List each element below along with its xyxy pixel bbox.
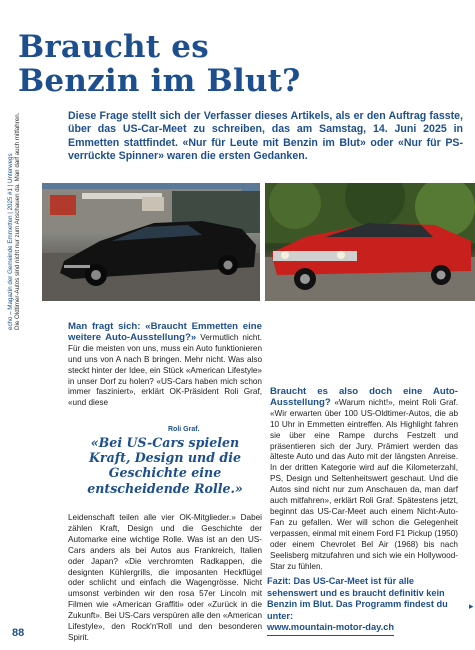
paragraph-exhibition	[270, 387, 458, 572]
left-column-bottom	[68, 513, 262, 644]
lead-paragraph: Diese Frage stellt sich der Verfasser dieses Artikels, als er den Auftrag fasste, über das US-Car-Meet zu schreiben, das am Samstag, 14. Juni 2025 in Emmetten stattfindet. «Nur für Leute mit Benzin im Blut» oder «Nur für PS-verrückte Spinner» waren die ersten Gedanken.	[68, 110, 463, 162]
question-heading-1: Man fragt sich: «Braucht Emmetten eine weitere Auto-Ausstellung?»	[68, 321, 262, 343]
right-column	[270, 387, 458, 572]
paragraph-intro-text: Vermutlich nicht. Für die meisten von uns, muss ein Auto funktionieren und uns von A nach B bringen. Mehr nicht. Was also steckt hinter der Idee, ein Stück «American Lifestyle» in unser Dorf zu holen? «US-Cars haben mich schon immer fasziniert», erklärt OK-Präsident Roli Graf, «und diese	[68, 332, 263, 408]
conclusion-text: Fazit: Das US-Car-Meet ist für alle sehenswert und es braucht definitiv kein Benzin im Blut. Das Programm findest du unter:	[267, 576, 448, 621]
article-title	[18, 30, 458, 98]
paragraph-exhibition-text: «Warum nicht!», meint Roli Graf. «Wir erwarten über 100 US-Oldtimer-Autos, die ab 10 Uhr in Emmetten eintreffen. Als Highlight fahren sie über eine Rampe durchs Festzelt und präsentieren sich der Jury. Prämiert werden das älteste Auto und das Auto mit der längsten Anreise. In der dritten Kategorie wird auf die Kilometerzahl, PS, Design und Seltenheitswert geschaut. Und die Autos sind nicht nur zum Anschauen da, man darf auch mitfahren», erklärt Roli Graf. Spätestens jetzt, beginnt das US-Car-Meet auch einem Nicht-Auto-Fan zu gefallen. Wer will schon die Gelegenheit verpassen, einmal mit einem Ford F1 Pickup (1950) oder einem Chevrolet Bel Air (1968) bis nach Seelisberg mitzufahren und sich wie ein Hollywood-Star zu fühlen.	[270, 397, 458, 571]
page-number: 88	[12, 627, 25, 639]
red-car-illustration	[265, 183, 475, 301]
paragraph-intro	[68, 322, 262, 409]
photo-black-car	[42, 183, 260, 301]
event-website-link[interactable]: www.mountain-motor-day.ch	[267, 622, 394, 636]
page-byline	[7, 0, 22, 330]
byline-caption: Die Oldtimer-Autos sind nicht nur zum Anschauen da. Man darf auch mitfahren.	[14, 112, 22, 330]
black-car-illustration	[42, 183, 260, 301]
photo-red-car	[265, 183, 475, 301]
title-line-1: Braucht es	[18, 29, 209, 65]
byline-magazine: echo – Magazin der Gemeinde Emmetten | 2025 #1 | Unterwegs	[7, 153, 14, 330]
left-column-top	[68, 322, 262, 409]
edge-arrow-icon: ▸	[469, 601, 474, 611]
paragraph-lifestyle: Leidenschaft teilen alle vier OK-Mitglieder.» Dabei zählen Kraft, Design und die Geschichte der Automarke eine wichtige Rolle. Was ist an den US-Cars anders als bei Autos aus Frankreich, Italien oder Japan? «Die verchromten Radkappen, die designten Kühlergrills, die imposanten Heckflügel oder schlicht und einfach die Wagengrösse. Nicht umsonst verbinden wir den rosa 57er Lincoln mit Filmen wie «American Graffiti» oder «Zurück in die Zukunft». Bei US-Cars verspüren alle den «American Lifestyle», den Rock'n'Roll und den besonderen Spirit.	[68, 513, 262, 642]
pull-quote: «Bei US-Cars spielen Kraft, Design und die Geschichte eine entscheidende Rolle.»	[87, 435, 243, 496]
quote-author: Roli Graf.	[168, 426, 200, 433]
title-line-2: Benzin im Blut?	[18, 63, 301, 99]
conclusion	[267, 576, 457, 636]
question-heading-2: Braucht es also doch eine Auto-Ausstellung?	[270, 386, 458, 408]
